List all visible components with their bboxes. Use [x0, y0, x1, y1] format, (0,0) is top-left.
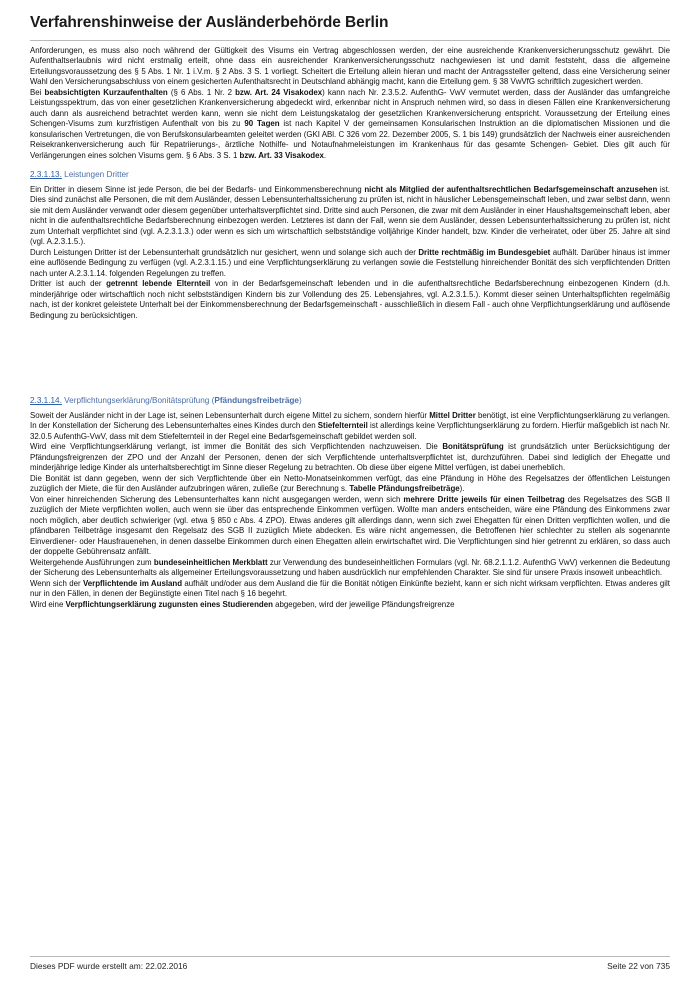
paragraph-studierender — [30, 600, 670, 611]
section-number[interactable]: 2.3.1.13. — [30, 170, 62, 180]
text-run-bold: Verpflichtungserklärung zugunsten eines Studierenden — [65, 599, 273, 609]
section-label-end: ) — [298, 396, 302, 406]
text-run: ist allerdings keine Verpflichtungserklärung zu fordern. Hierfür maßgeblich ist nach Nr. 32.0.5 AufenthG-VwV, dass mit dem Stiefelternteil in der Regel eine Bedarfsgemeinschaft gebildet werden soll. — [30, 421, 670, 441]
text-run: Wird eine — [30, 599, 66, 609]
section-label: Verpflichtungserklärung/Bonitätsprüfung ( — [64, 396, 215, 406]
section-spacer — [30, 321, 670, 387]
paragraph-merkblatt — [30, 558, 670, 579]
text-run: aufhält und/oder aus dem Ausland die für die Bonität nötigen Einkünfte bezieht, kann er sich nicht wirksam verpflichten. Etwas anderes gilt nur in den Fällen, in denen der Begünstigte einen Titel nach § 16 begehrt. — [30, 578, 670, 599]
text-run: benötigt, ist eine Verpflichtungserklärung zu verlangen. In der Konstellation der Sicherung des Lebensunterhaltes eines Kindes durch den — [30, 410, 670, 431]
text-run-bold: nicht als Mitglied der aufenthaltsrechtlichen Bedarfsgemeinschaft anzusehen — [364, 184, 658, 194]
text-run: (§ 6 Abs. 1 Nr. 2 — [167, 87, 236, 97]
text-run: Ein Dritter in diesem Sinne ist jede Person, die bei der Bedarfs- und Einkommensberechnung — [30, 184, 365, 194]
text-run: des Regelsatzes des SGB II zuzüglich der Miete verpflichten wollen, auch wenn sie über das entsprechende Einkommen verfügen. Wollte man anders entscheiden, wäre eine Pfändung des Einkommens zwar noch möglich, aber deutlich schwieriger (vgl. etwa § 850 c Abs. 4 ZPO). Etwas anderes gilt allerdings dann, wenn sich zwei Ehegatten für einen Dritten verpflichten wollen, und die pfändbaren Teilbeträge insgesamt den Regelsatz des SGB II zuzüglich Miete abdecken. Es wäre nicht angemessen, die Betroffenen hier schlechter zu stellen als sogenannte Einverdiener- oder Hausfrauenehen, in denen dasselbe Einkommen durch einen Ehegatten allein erwirtschaftet wird. Die Verpflichtungen sind hier getrennt zu erklären, so dass auch der doppelte Gebührensatz anfällt. — [30, 494, 670, 557]
text-run: Wird eine Verpflichtungserklärung verlangt, ist immer die Bonität des sich Verpflichtenden nachzuweisen. Die — [30, 442, 443, 452]
footer-divider — [30, 956, 670, 957]
paragraph-bonitaet-gegeben — [30, 474, 670, 495]
text-run: Wenn sich der — [30, 578, 83, 588]
text-run-bold: Mittel Dritter — [429, 410, 476, 420]
paragraph-kurzaufenthalte — [30, 88, 670, 162]
text-run: von in der Bedarfsgemeinschaft lebenden und in die aufenthaltsrechtliche Bedarfsberechnung einbezogenen Kindern (d.h. minderjährige oder wirtschaftlich noch nicht selbstständigen Kindern bis zur Vollendung des 25. Lebensjahres, vgl. A.2.3.1.5.). Kommt dieser seinen Unterhaltspflichten regelmäßig nach, ist der konkret geleistete Unterhalt bei der Einkommensberechnung der Bedarfsgemeinschaft - ausschließlich in diesem Fall - auch ohne Verpflichtungserklärung und auflösende Bedingung zu berücksichtigen. — [30, 279, 671, 320]
page-footer — [30, 956, 670, 976]
text-run-bold: beabsichtigten Kurzaufenthalten — [44, 87, 168, 97]
text-run: abgegeben, wird der jeweilige Pfändungsfreigrenze — [272, 599, 455, 609]
text-run-bold: getrennt lebende Elternteil — [106, 279, 211, 289]
paragraph-verpflichtungserklaerung — [30, 411, 670, 443]
text-run-bold: bundeseinheitlichen Merkblatt — [153, 557, 268, 567]
text-run-bold: 90 Tagen — [244, 119, 280, 129]
section-heading-2-3-1-14 — [30, 396, 670, 407]
text-run: ist. Dies sind zunächst alle Personen, die mit dem Ausländer, dessen Lebensunterhaltssicherung zu prüfen ist, nicht in häuslicher Lebensgemeinschaft leben, und zwar selbst dann, wenn sie mit dem Ausländer verwandt oder diesem gegenüber unterhaltsverpflichtet sind. Dritte sind auch Personen, die zwar mit dem Ausländer in einer Haushaltsgemeinschaft leben, aber nicht in die aufenthaltsrechtliche Bedarfsberechnung einbezogen werden. Letzteres ist dann der Fall, wenn sie dem Ausländer, dessen Lebensunterhaltssicherung zu prüfen ist, nicht zum Unterhalt verpflichtet sind (vgl. A.2.3.1.3.) oder wenn es sich um wirtschaftlich selbstständige volljährige Kinder handelt, bzw. Kinder die verheiratet, oder über 25. Jahre alt sind (vgl. A.2.3.1.5.). — [30, 184, 671, 247]
page-title: Verfahrenshinweise der Ausländerbehörde Berlin — [30, 14, 389, 31]
text-run: ). — [459, 484, 465, 494]
text-run: Weitergehende Ausführungen zum — [30, 557, 154, 567]
section-label-bold: Pfändungsfreibeträge — [214, 396, 299, 406]
text-run: Die Bonität ist dann gegeben, wenn der sich Verpflichtende über ein Netto-Monatseinkommen verfügt, das eine Pfändung in Höhe des Regelsatzes der öffentlichen Leistungen zuzüglich der Miete, die für den Ausländer aufzubringen wären, zuließe (zur Berechnung s. — [30, 473, 670, 494]
paragraph-dritter-definition — [30, 185, 670, 248]
text-run: ) kann nach Nr. 2.3.5.2. AufenthG- VwV vermutet werden, dass der Ausländer das umfangreiche Leistungsspektrum, das von einer gesetzlichen Krankenversicherung abgedeckt wird, erkennbar nicht in Anspruch nehmen wird, so dass in diesen Fällen eine Krankenversicherung auch dann als ausreichend betrachtet werden kann, wenn sie nicht dem Leistungskatalog der gesetzlichen Krankenversicherung entspricht. Voraussetzung der Erteilung eines Schengen-Visums zum kurzfristigen Aufenthalt von bis zu — [30, 87, 670, 129]
text-run: Soweit der Ausländer nicht in der Lage ist, seinen Lebensunterhalt durch eigene Mittel zu sichern, sondern hierfür — [30, 410, 430, 420]
paragraph-leistungen-dritter — [30, 248, 670, 280]
title-divider — [30, 40, 670, 41]
footer-page-number: Seite 22 von 735 — [607, 961, 670, 971]
text-run: zur Verwendung des bundeseinheitlichen Formulars (vgl. Nr. 68.2.1.1.2. AufenthG VwV) verkennen die Bedeutung der Sicherung des Lebensunterhalts als allgemeiner Erteilungsvoraussetzung und haben ausdrücklich nur empfehlenden Charakter. Sie sind für unsere Praxis insoweit unbeachtlich. — [30, 557, 670, 578]
text-run-bold: Verpflichtende im Ausland — [82, 578, 183, 588]
text-run: Bei — [30, 87, 45, 97]
section-heading-2-3-1-13 — [30, 170, 670, 181]
text-run-bold: Dritte rechtmäßig im Bundesgebiet — [418, 247, 551, 257]
text-run-bold: bzw. Art. 33 Visakodex — [239, 150, 324, 160]
paragraph-intro: Anforderungen, es muss also noch während der Gültigkeit des Visums ein Vertrag abgeschlossen werden, der eine ausreichende Krankenversicherungsschutz gewährt. Die Aufenthaltserlaubnis wird nicht erstmalig erteilt, ohne dass ein ausreichender Krankenversicherungsschutz nachgewiesen ist und damit feststeht, dass die allgemeine Erteilungsvoraussetzung des § 5 Abs. 1 Nr. 1 i.V.m. § 2 Abs. 3 S. 1 vorliegt. Scheitert die Erteilung allein hieran und macht der Antragssteller geltend, dass eine Versicherung seiner Wahl den Versicherungsabschluss von einem gesicherten Aufenthaltsrecht in Deutschland abhängig macht, kann die Erteilung gem. § 38 VwVfG schriftlich zugesichert werden. — [30, 45, 670, 87]
text-run: . — [323, 150, 327, 160]
footer-row — [30, 961, 670, 971]
text-run: Von einer hinreichenden Sicherung des Lebensunterhaltes kann nicht ausgegangen werden, wenn sich — [30, 494, 404, 504]
text-run: Dritter ist auch der — [30, 279, 107, 289]
paragraph-bonitaetspruefung — [30, 442, 670, 474]
text-run-bold: Stiefelternteil — [317, 421, 368, 431]
section-number[interactable]: 2.3.1.14. — [30, 396, 62, 406]
paragraph-verpflichtender-im-ausland — [30, 579, 670, 600]
text-run: ist nach Kapitel V der gemeinsamen Konsularischen Instruktion an die diplomatischen Missionen und die konsularischen Vertretungen, die von Berufskonsularbeamten geleitet werden (GKI ABl. C 326 vom 22. Dezember 2005, S. 1 bis 149) grundsätzlich der Nachweis einer ausreichenden Reisekrankenversicherung auch für Repatriierungs-, ärztliche Nothilfe- und Notaufnahmeleistungen im Krankenhaus für das gesamte Schengen- Gebiet. Dies gilt auch für Verlängerungen eines solchen Visums gem. § 6 Abs. 3 S. 1 — [30, 119, 671, 160]
text-run-bold: Tabelle Pfändungsfreibeträge — [349, 484, 460, 494]
text-run-bold: mehrere Dritte jeweils für einen Teilbetrag — [403, 494, 565, 504]
text-run: Durch Leistungen Dritter ist der Lebensunterhalt grundsätzlich nur gesichert, wenn und solange sich auch der — [30, 247, 419, 257]
text-run: aufhält. Darüber hinaus ist immer eine auflösende Bedingung zu verfügen (vgl. A.2.3.1.15.) und eine Verpflichtungserklärung zu verlangen sowie die Feststellung hinreichender Bonität des sich verpflichtenden Dritten nach unter A.2.3.1.14. folgenden Regelungen zu treffen. — [30, 247, 671, 278]
section-label: Leistungen Dritter — [64, 170, 129, 180]
paragraph-mehrere-dritte — [30, 495, 670, 558]
paragraph-getrennt-lebender-elternteil — [30, 279, 670, 321]
footer-created-date: Dieses PDF wurde erstellt am: 22.02.2016 — [30, 961, 188, 971]
text-run: ist grundsätzlich unter Berücksichtigung der Pfändungsfreigrenzen der ZPO und der Anzahl der Personen, denen der sich Verpflichtende unterhaltsverpflichtet ist, durchzuführen. Dabei sind lediglich der Ehegatte und minderjährige ledige Kinder als unterhaltsberechtigt im Sinne dieser Regelung zu betrachten. Ob diese über eigene Mittel verfügen, ist dabei unerheblich. — [30, 442, 670, 473]
text-run-bold: Bonitätsprüfung — [442, 442, 504, 452]
text-run-bold: bzw. Art. 24 Visakodex — [235, 87, 323, 97]
